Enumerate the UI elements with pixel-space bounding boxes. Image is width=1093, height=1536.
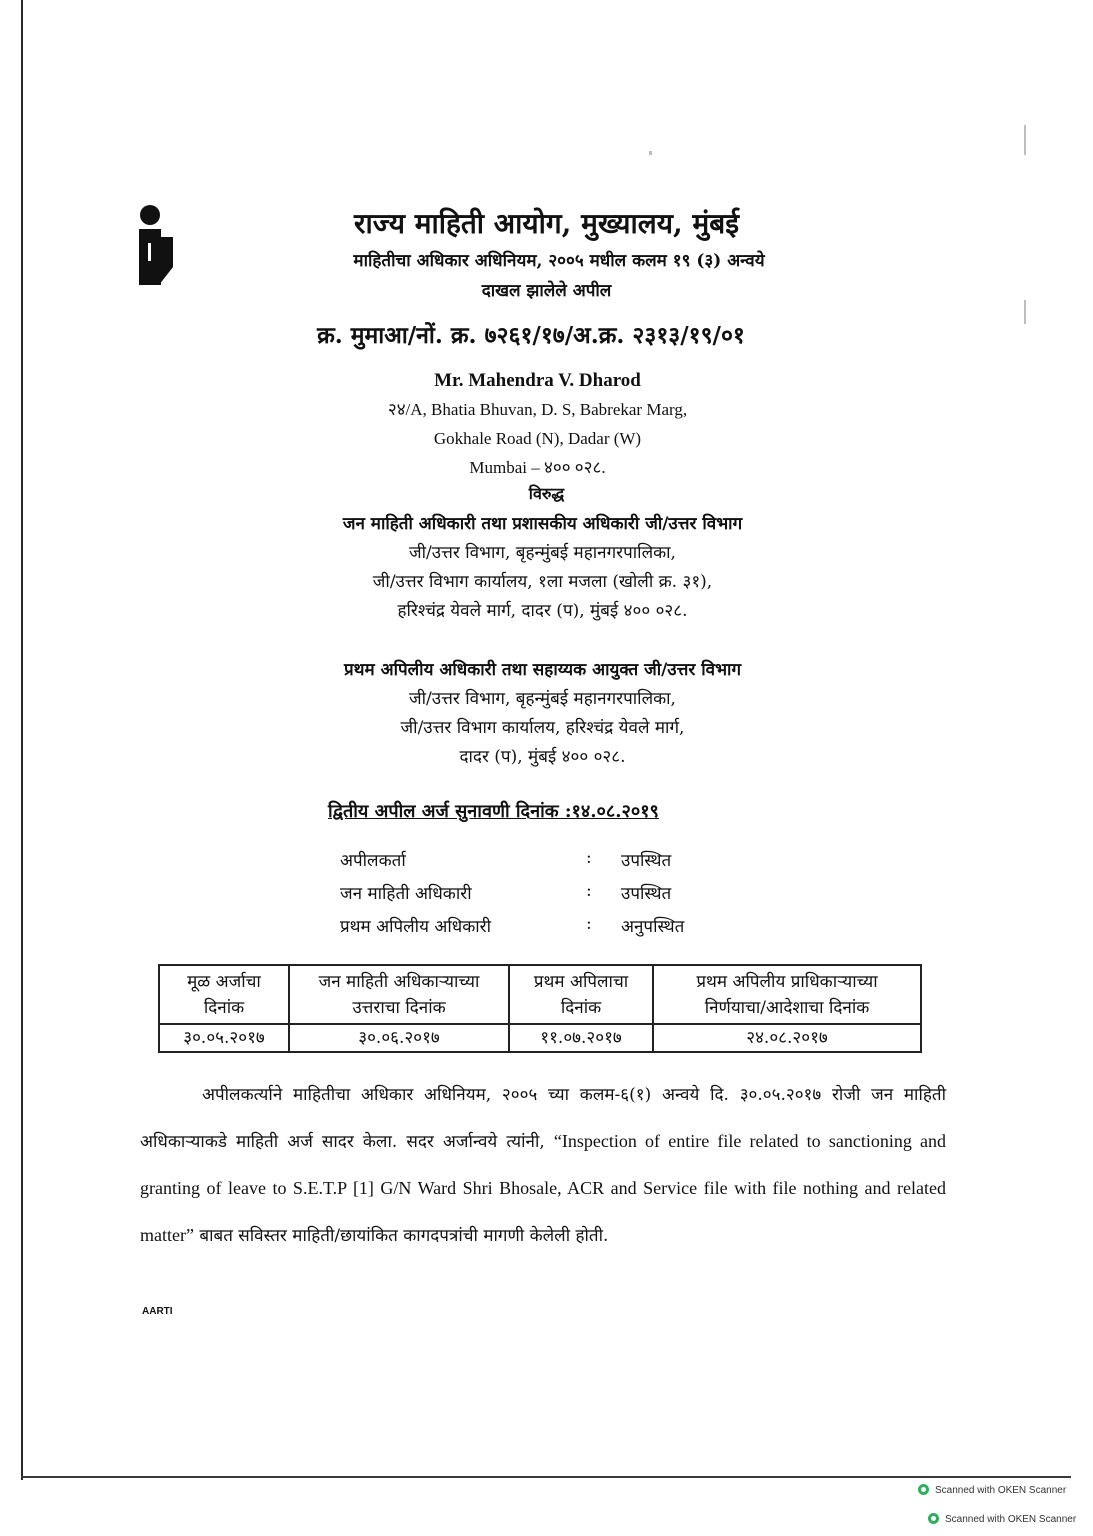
respondent-address-line: हरिश्चंद्र येवले मार्ग, दादर (प), मुंबई ४०० ०२८. (397, 601, 688, 621)
header-line: प्रथम अपिलाचा (533, 971, 629, 992)
table-header (159, 965, 289, 1024)
first-appellate-address-line: दादर (प), मुंबई ४०० ०२८. (459, 747, 626, 767)
attendance-colon: : (586, 914, 592, 934)
attendance-role: जन माहिती अधिकारी (340, 884, 472, 904)
typist-code: AARTI (142, 1306, 173, 1317)
scanner-watermark (918, 1484, 1066, 1496)
attendance-status: अनुपस्थित (621, 917, 685, 937)
respondent-block (0, 510, 1085, 626)
table-cell-date: ११.०७.२०१७ (509, 1024, 653, 1052)
subtitle-act: माहितीचा अधिकार अधिनियम, २००५ मधील कलम १९ (३) अन्वये (353, 251, 765, 271)
first-appellate-address-line: जी/उत्तर विभाग कार्यालय, हरिश्चंद्र येवले मार्ग, (400, 718, 685, 738)
table-cell-date: ३०.०६.२०१७ (289, 1024, 509, 1052)
case-number: क्र. मुमाआ/नों. क्र. ७२६१/१७/अ.क्र. २३१३/१९/०१ (317, 322, 745, 349)
attendance-status: उपस्थित (621, 884, 672, 904)
scan-speck (649, 151, 652, 155)
respondent-title: जन माहिती अधिकारी तथा प्रशासकीय अधिकारी जी/उत्तर विभाग (342, 514, 743, 534)
dates-table (158, 964, 922, 1053)
first-appellate-title: प्रथम अपिलीय अधिकारी तथा सहाय्यक आयुक्त जी/उत्तर विभाग (343, 660, 742, 680)
table-row (159, 1024, 921, 1052)
versus-label: विरुद्ध (528, 484, 565, 503)
table-cell-date: ३०.०५.२०१७ (159, 1024, 289, 1052)
attendance-role: प्रथम अपिलीय अधिकारी (340, 917, 492, 937)
header-line: दिनांक (203, 997, 245, 1018)
first-appellate-block (0, 656, 1085, 772)
respondent-address-line: जी/उत्तर विभाग कार्यालय, १ला मजला (खोली क्र. ३१), (372, 572, 713, 592)
watermark-text: Scanned with OKEN Scanner (945, 1514, 1077, 1525)
table-header (653, 965, 921, 1024)
table-header (289, 965, 509, 1024)
appellant-block (0, 366, 1075, 482)
scan-speck (1024, 125, 1026, 155)
table-cell-date: २४.०८.२०१७ (653, 1024, 921, 1052)
appellant-address-line: २४/A, Bhatia Bhuvan, D. S, Babrekar Marg, (387, 400, 688, 419)
paragraph-quote: “Inspection of entire file related to sanctioning and granting of leave to S.E.T.P [1] G/N Ward Shri Bhosale, ACR and Service file with file nothing and related matter” (140, 1131, 947, 1245)
subtitle-appeal: दाखल झालेले अपील (481, 281, 612, 301)
table-header (509, 965, 653, 1024)
appellant-name: Mr. Mahendra V. Dharod (434, 370, 641, 391)
scanner-watermark (928, 1513, 1076, 1525)
header-line: प्रथम अपिलीय प्राधिकाऱ्याच्या (696, 971, 878, 992)
header-line: जन माहिती अधिकाऱ्याच्या (318, 971, 480, 992)
hearing-date: द्वितीय अपील अर्ज सुनावणी दिनांक :१४.०८.२०१९ (328, 801, 659, 822)
watermark-text: Scanned with OKEN Scanner (935, 1485, 1067, 1496)
paragraph-text: अपीलकर्त्याने माहितीचा अधिकार अधिनियम, २००५ च्या कलम-६(१) अन्वये दि. ३०.०५.२०१७ रोजी जन माहिती अधिकाऱ्याकडे माहिती अर्ज सादर केला. सदर अर्जान्वये त्यांनी, (140, 1085, 946, 1152)
attendance-status: उपस्थित (621, 851, 672, 871)
body-paragraph (140, 1072, 946, 1259)
header-line: मूळ अर्जाचा (187, 971, 261, 992)
page-title: राज्य माहिती आयोग, मुख्यालय, मुंबई (354, 207, 739, 240)
first-appellate-address-line: जी/उत्तर विभाग, बृहन्मुंबई महानगरपालिका, (409, 689, 676, 709)
scanner-logo-icon (918, 1484, 929, 1495)
appellant-address-line: Gokhale Road (N), Dadar (W) (433, 429, 642, 448)
header-line: उत्तराचा दिनांक (352, 997, 446, 1018)
respondent-address-line: जी/उत्तर विभाग, बृहन्मुंबई महानगरपालिका, (409, 543, 676, 563)
paragraph-text: बाबत सविस्तर माहिती/छायांकित कागदपत्रांची मागणी केलेली होती. (199, 1226, 609, 1246)
appellant-address-line: Mumbai – ४०० ०२८. (469, 458, 606, 477)
header-line: निर्णयाचा/आदेशाचा दिनांक (704, 997, 870, 1018)
scanner-logo-icon (928, 1513, 939, 1524)
attendance-colon: : (586, 881, 592, 901)
table-header-row (159, 965, 921, 1024)
scan-border-bottom (21, 1476, 1071, 1478)
header-line: दिनांक (560, 997, 602, 1018)
attendance-colon: : (586, 848, 592, 868)
attendance-role: अपीलकर्ता (340, 851, 406, 871)
